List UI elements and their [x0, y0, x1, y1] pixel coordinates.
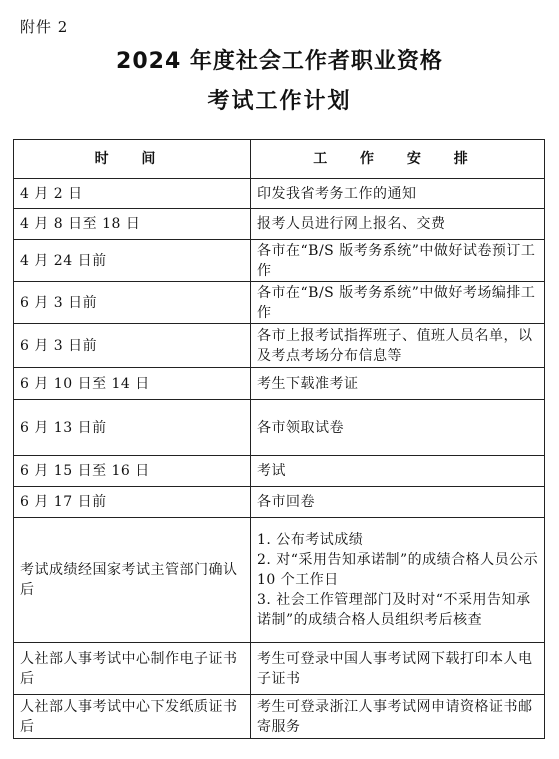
row-time: 6 月 17 日前 [14, 487, 251, 518]
row-task: 考试 [251, 456, 545, 487]
row-task: 1. 公布考试成绩 2. 对“采用告知承诺制”的成绩合格人员公示 10 个工作日 3. 社会工作管理部门及时对“不采用告知承诺制”的成绩合格人员组织考后核查 [251, 518, 545, 643]
table-header-row [14, 140, 545, 179]
document-title-line-2: 考试工作计划 [207, 89, 352, 114]
table-row [14, 456, 545, 487]
row-task: 各市领取试卷 [251, 400, 545, 456]
header-time: 时 间 [14, 140, 251, 179]
table-row [14, 209, 545, 240]
row-task: 考生可登录中国人事考试网下载打印本人电子证书 [251, 643, 545, 695]
row-task: 各市回卷 [251, 487, 545, 518]
row-task: 考生下载准考证 [251, 368, 545, 400]
table-row [14, 368, 545, 400]
row-time: 考试成绩经国家考试主管部门确认后 [14, 518, 251, 643]
row-task: 各市在“B/S 版考务系统”中做好试卷预订工作 [251, 240, 545, 282]
row-time: 6 月 3 日前 [14, 282, 251, 324]
table-row [14, 487, 545, 518]
row-time: 4 月 8 日至 18 日 [14, 209, 251, 240]
row-time: 6 月 10 日至 14 日 [14, 368, 251, 400]
row-task: 报考人员进行网上报名、交费 [251, 209, 545, 240]
row-task: 各市上报考试指挥班子、值班人员名单，以及考点考场分布信息等 [251, 324, 545, 368]
row-time: 6 月 3 日前 [14, 324, 251, 368]
row-time: 4 月 2 日 [14, 179, 251, 209]
row-time: 人社部人事考试中心制作电子证书后 [14, 643, 251, 695]
table-row [14, 518, 545, 643]
row-time: 4 月 24 日前 [14, 240, 251, 282]
table-row [14, 282, 545, 324]
header-task: 工 作 安 排 [251, 140, 545, 179]
schedule-table [13, 139, 545, 739]
document-title-line-1: 2024 年度社会工作者职业资格 [116, 49, 443, 74]
table-row [14, 695, 545, 739]
row-time: 6 月 15 日至 16 日 [14, 456, 251, 487]
table-row [14, 400, 545, 456]
row-time: 6 月 13 日前 [14, 400, 251, 456]
row-time: 人社部人事考试中心下发纸质证书后 [14, 695, 251, 739]
table-row [14, 240, 545, 282]
table-row [14, 643, 545, 695]
row-task: 考生可登录浙江人事考试网申请资格证书邮寄服务 [251, 695, 545, 739]
table-row [14, 179, 545, 209]
row-task: 各市在“B/S 版考务系统”中做好考场编排工作 [251, 282, 545, 324]
row-task: 印发我省考务工作的通知 [251, 179, 545, 209]
attachment-label: 附件 2 [20, 18, 69, 36]
table-row [14, 324, 545, 368]
